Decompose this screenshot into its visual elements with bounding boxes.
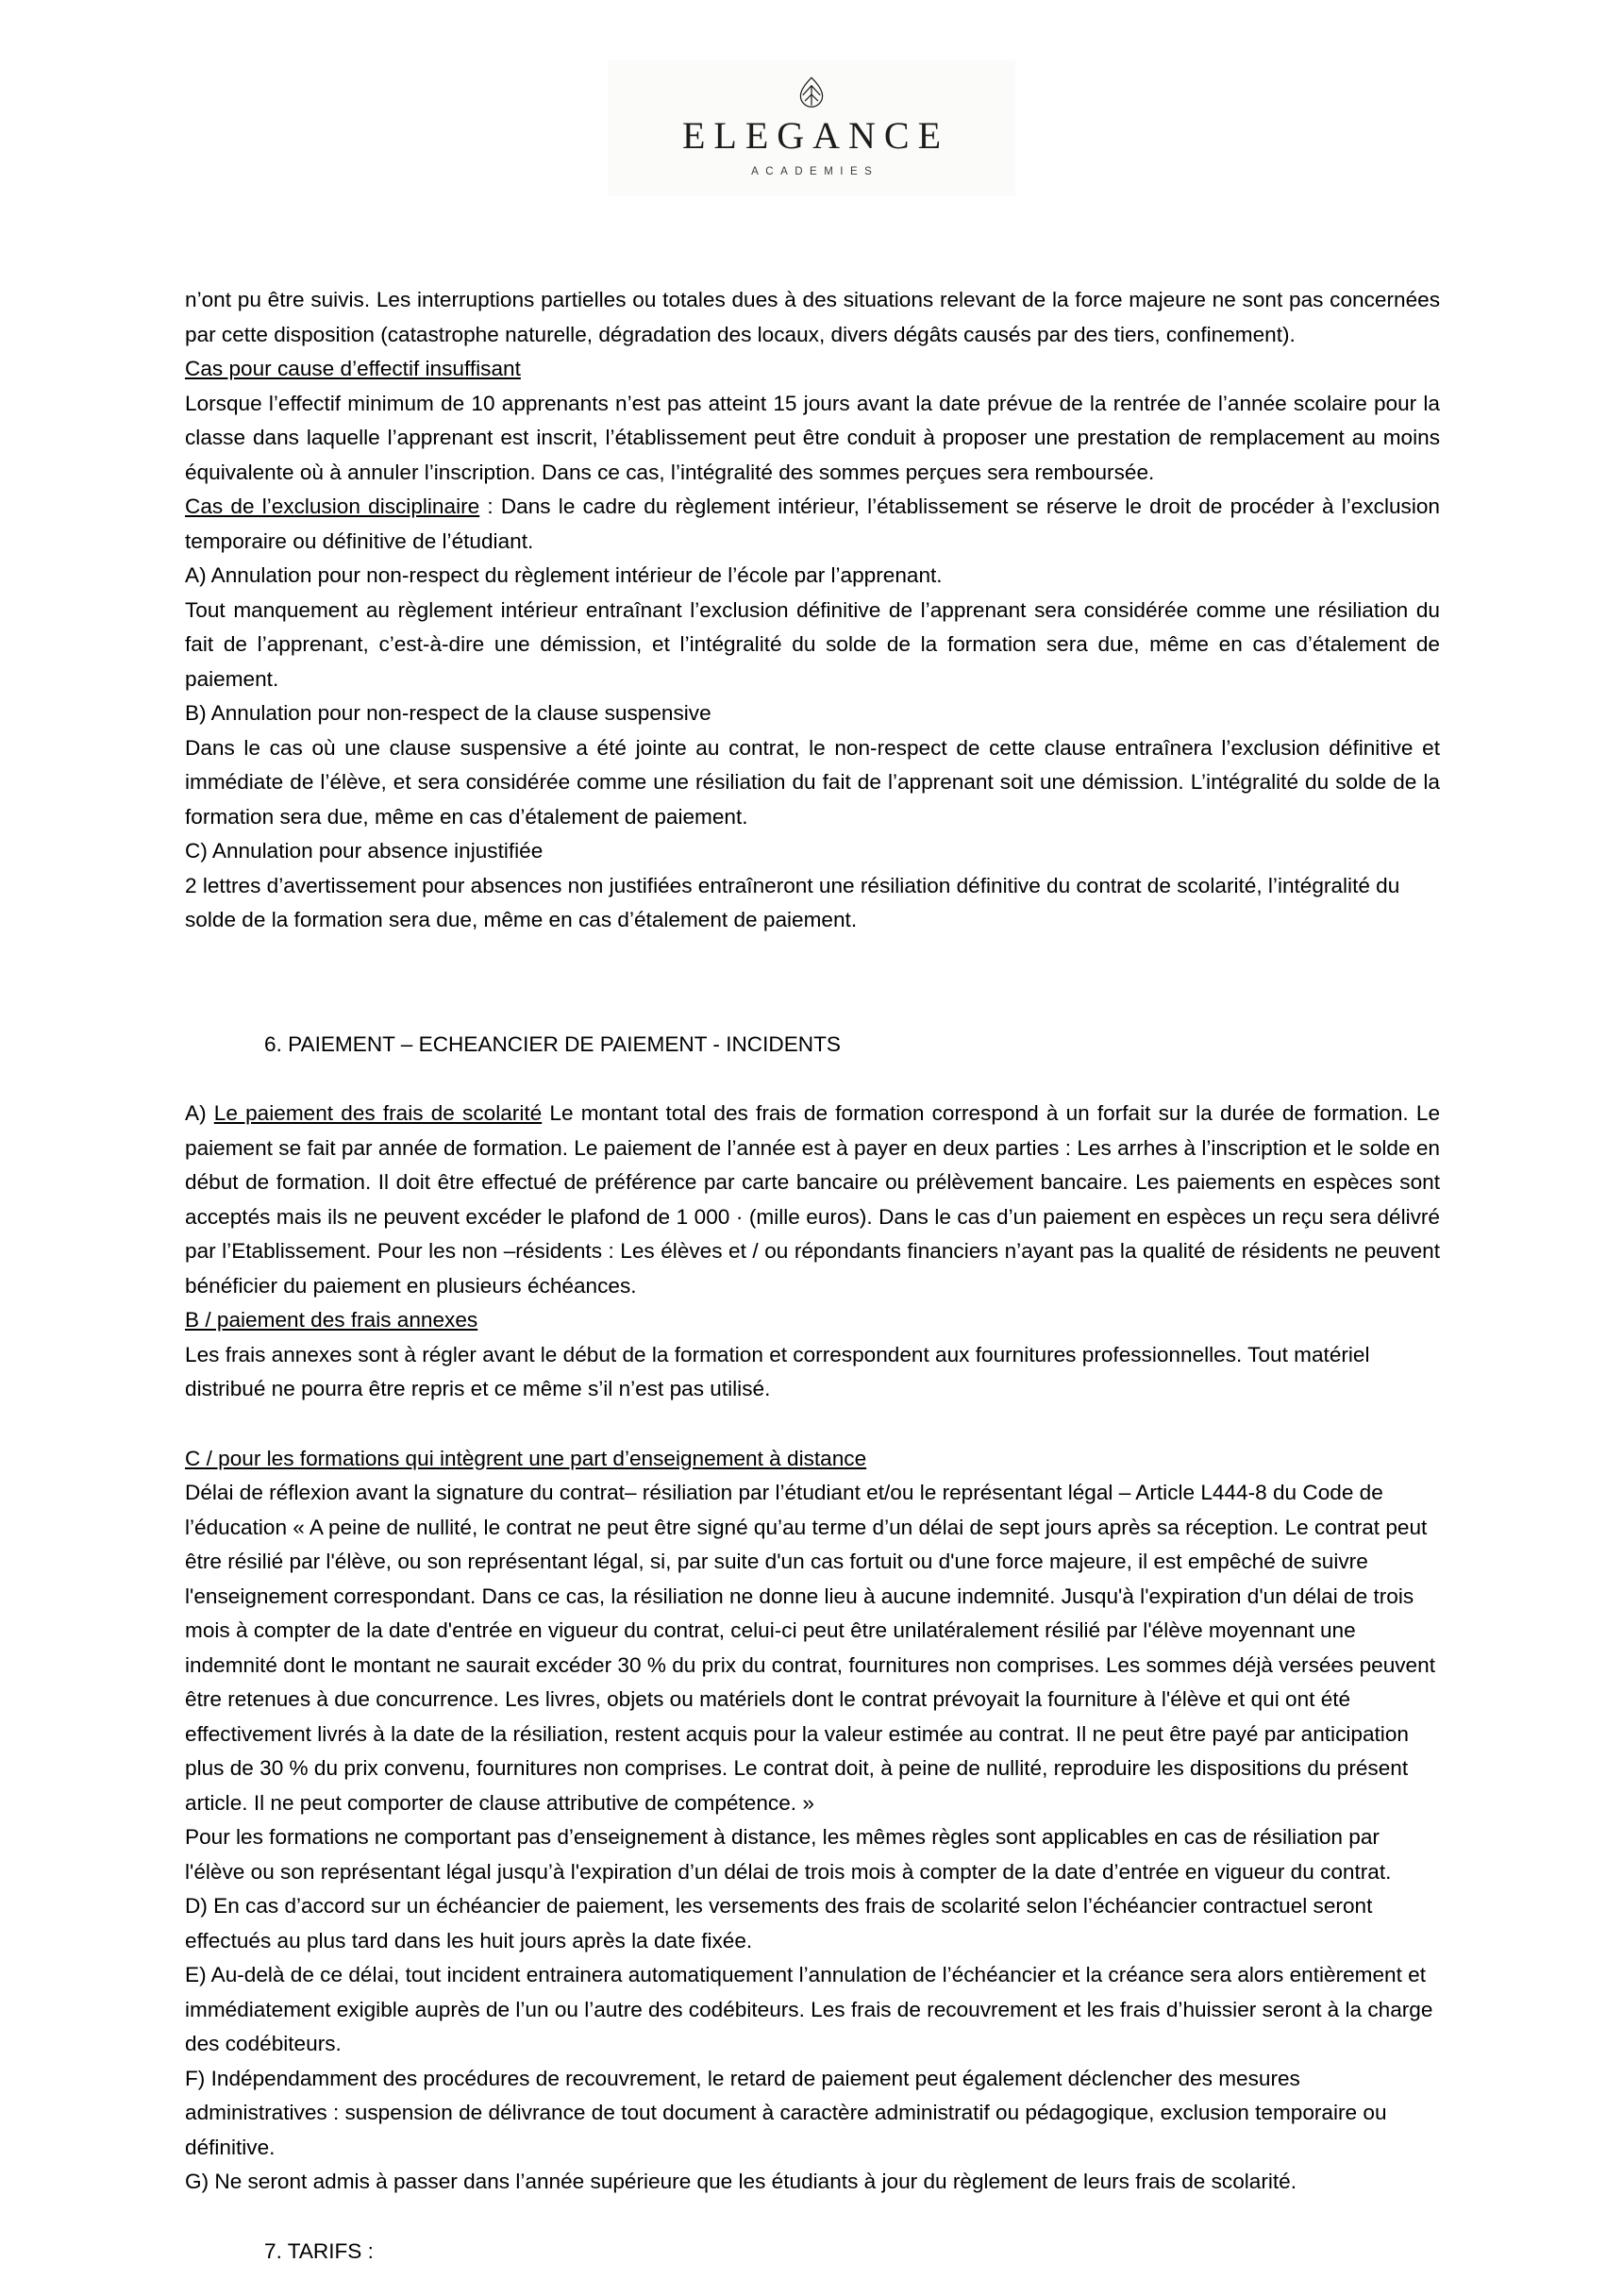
heading-enseignement-distance: C / pour les formations qui intègrent une part d’enseignement à distance <box>185 1446 867 1470</box>
section-6-title: 6. PAIEMENT – ECHEANCIER DE PAIEMENT - INCIDENTS <box>264 1031 841 1056</box>
inline-text-exclusion-disciplinaire: : Dans le cadre du règlement intérieur, l’établissement se réserve le droit de procéder à l’exclusion temporaire ou définitive de l’étudiant. <box>185 494 1440 553</box>
label-a: A) <box>185 1101 214 1125</box>
inline-text-paiement-scolarite: Le montant total des frais de formation correspond à un forfait sur la durée de formation. Le paiement se fait par année de formation. Le paiement de l’année est à payer en deux parties : Les arrhes à l’inscription et le solde en début de formation. Il doit être effectué de préférence par carte bancaire ou prélèvement bancaire. Les paiements en espèces sont acceptés mais ils ne peuvent excéder le plafond de 1 000 · (mille euros). Dans le cas d’un paiement en espèces un reçu sera délivré par l’Etablissement. Pour les non –résidents : Les élèves et / ou répondants financiers n’ayant pas la qualité de résidents ne peuvent bénéficier du paiement en plusieurs échéances. <box>185 1101 1441 1298</box>
section-7-title: 7. TARIFS : <box>264 2238 374 2263</box>
heading-effectif-insuffisant: Cas pour cause d’effectif insuffisant <box>185 357 521 380</box>
paragraph-delai-reflexion: Délai de réflexion avant la signature du contrat– résiliation par l’étudiant et/ou le représentant légal – Article L444-8 du Code de l’éducation « A peine de nullité, le contrat ne peut être signé qu’au terme d’un délai de sept jours après sa réception. Le contrat peut être résilié par l'élève, ou son représentant légal, si, par suite d'un cas fortuit ou d'une force majeure, il est empêché de suivre l'enseignement correspondant. Dans ce cas, la résiliation ne donne lieu à aucune indemnité. Jusqu'à l'expiration d'un délai de trois mois à compter de la date d'entrée en vigueur du contrat, celui-ci peut être unilatéralement résilié par l'élève moyennant une indemnité dont le montant ne saurait excéder 30 % du prix du contrat, fournitures non comprises. Les sommes déjà versées peuvent être retenues à due concurrence. Les livres, objets ou matériels dont le contrat prévoyait la fourniture à l'élève et qui ont été effectivement livrés à la date de la résiliation, restent acquis pour la valeur estimée au contrat. Il ne peut être payé par anticipation plus de 30 % du prix convenu, fournitures non comprises. Le contrat doit, à peine de nullité, reproduire les dispositions du présent article. Il ne peut comporter de clause attributive de compétence. » <box>185 1481 1435 1815</box>
spacer-before-section-6 <box>185 938 1440 1028</box>
heading-frais-annexes: B / paiement des frais annexes <box>185 1308 478 1332</box>
paragraph-formations-sans-distance: Pour les formations ne comportant pas d’enseignement à distance, les mêmes règles sont applicables en cas de résiliation par l'élève ou son représentant légal jusqu’à l'expiration d’un délai de trois mois à compter de la date d’entrée en vigueur du contrat. <box>185 1825 1392 1884</box>
paragraph-exclusion-disciplinaire <box>185 490 1440 559</box>
spacer-after-section-6-title <box>185 1062 1440 1097</box>
paragraph-annulation-a: A) Annulation pour non-respect du règlement intérieur de l’école par l’apprenant. <box>185 563 943 587</box>
spacer-before-section-7 <box>185 2200 1440 2235</box>
paragraph-effectif-minimum: Lorsque l’effectif minimum de 10 apprenants n’est pas atteint 15 jours avant la date prévue de la rentrée de l’année scolaire pour la classe dans laquelle l’apprenant est inscrit, l’établissement peut être conduit à proposer une prestation de remplacement au moins équivalente où à annuler l’inscription. Dans ce cas, l’intégralité des sommes perçues sera remboursée. <box>185 391 1440 484</box>
logo-container <box>608 60 1015 196</box>
paragraph-clause-suspensive: Dans le cas où une clause suspensive a été jointe au contrat, le non-respect de cette clause entraînera l’exclusion définitive et immédiate de l’élève, et sera considérée comme une résiliation du fait de l’apprenant soit une démission. L’intégralité du solde de la formation sera due, même en cas d’étalement de paiement. <box>185 735 1440 829</box>
logo-subword: ACADEMIES <box>751 166 879 177</box>
paragraph-echeancier-d: D) En cas d’accord sur un échéancier de paiement, les versements des frais de scolarité selon l’échéancier contractuel seront effectués au plus tard dans les huit jours après la date fixée. <box>185 1894 1373 1952</box>
paragraph-mesures-administratives-f: F) Indépendamment des procédures de recouvrement, le retard de paiement peut également déclencher des mesures administratives : suspension de délivrance de tout document à caractère administratif ou pédagogique, exclusion temporaire ou définitive. <box>185 2066 1387 2159</box>
paragraph-force-majeure: n’ont pu être suivis. Les interruptions partielles ou totales dues à des situations relevant de la force majeure ne sont pas concernées par cette disposition (catastrophe naturelle, dégradation des locaux, divers dégâts causés par des tiers, confinement). <box>185 288 1440 346</box>
paragraph-paiement-scolarite <box>185 1097 1440 1303</box>
leaf-icon <box>795 75 828 108</box>
logo-wordmark: ELEGANCE <box>681 114 950 157</box>
document-body <box>185 283 1440 2269</box>
document-logo-header <box>0 60 1623 196</box>
inline-heading-exclusion-disciplinaire: Cas de l’exclusion disciplinaire <box>185 494 480 518</box>
paragraph-annee-superieure-g: G) Ne seront admis à passer dans l’année supérieure que les étudiants à jour du règlement de leurs frais de scolarité. <box>185 2170 1297 2193</box>
paragraph-frais-annexes: Les frais annexes sont à régler avant le début de la formation et correspondent aux fournitures professionnelles. Tout matériel distribué ne pourra être repris et ce même s’il n’est pas utilisé. <box>185 1342 1370 1400</box>
paragraph-incident-e: E) Au-delà de ce délai, tout incident entrainera automatiquement l’annulation de l’échéancier et la créance sera alors entièrement et immédiatement exigible auprès de l’un ou l’autre des codébiteurs. Les frais de recouvrement et les frais d’huissier seront à la charge des codébiteurs. <box>185 1963 1433 2055</box>
paragraph-annulation-c: C) Annulation pour absence injustifiée <box>185 839 544 863</box>
paragraph-manquement-reglement: Tout manquement au règlement intérieur entraînant l’exclusion définitive de l’apprenant sera considérée comme une résiliation du fait de l’apprenant, c’est-à-dire une démission, et l’intégralité du solde de la formation sera due, même en cas d’étalement de paiement. <box>185 597 1440 691</box>
spacer-before-section-c <box>185 1407 1440 1442</box>
paragraph-absences-injustifiees: 2 lettres d’avertissement pour absences non justifiées entraîneront une résiliation définitive du contrat de scolarité, l’intégralité du solde de la formation sera due, même en cas d’étalement de paiement. <box>185 873 1400 931</box>
paragraph-annulation-b: B) Annulation pour non-respect de la clause suspensive <box>185 701 711 725</box>
inline-heading-paiement-scolarite: Le paiement des frais de scolarité <box>213 1101 543 1125</box>
